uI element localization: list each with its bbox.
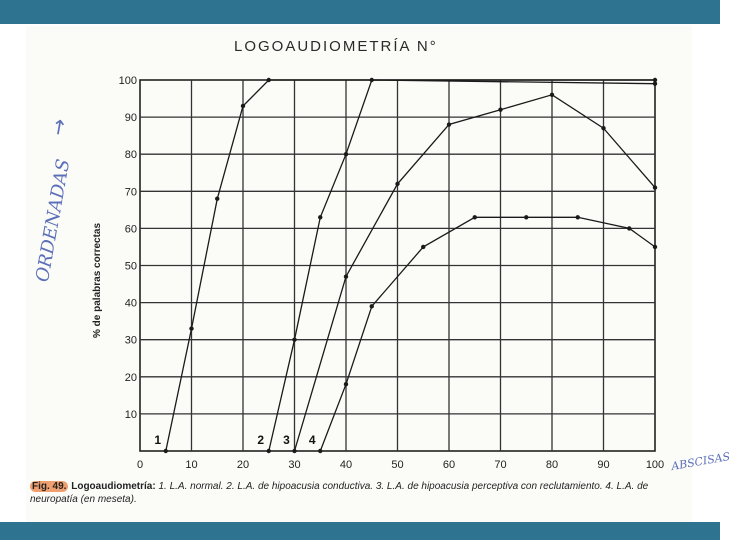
series-2-point — [267, 449, 271, 453]
series-4-point — [473, 215, 477, 219]
y-tick-label: 40 — [124, 297, 137, 310]
series-4-point — [524, 215, 528, 219]
series-2-point — [318, 215, 322, 219]
series-number-label: 1 — [154, 433, 162, 447]
handwritten-abscisas-note: ABSCISAS — [670, 449, 731, 474]
y-axis-label: % de palabras correctas — [92, 222, 103, 338]
x-tick-label: 80 — [545, 459, 559, 471]
series-4-point — [370, 304, 374, 308]
series-1-point — [267, 78, 271, 82]
x-tick-label: 70 — [494, 459, 507, 471]
y-tick-label: 10 — [124, 408, 137, 421]
series-4-point — [627, 226, 631, 230]
figure-number: Fig. 49. — [32, 481, 67, 492]
series-2-point — [653, 82, 657, 86]
y-tick-label: 90 — [124, 112, 137, 125]
chart-title: LOGOAUDIOMETRÍA N° — [234, 38, 438, 55]
series-3-point — [498, 107, 502, 111]
series-1-point — [241, 104, 245, 108]
series-1-point — [189, 326, 193, 330]
y-tick-label: 60 — [124, 223, 137, 236]
series-4-point — [344, 382, 348, 386]
series-3-point — [601, 126, 605, 130]
series-4-point — [653, 245, 657, 249]
series-2-point — [292, 338, 296, 342]
series-number-label: 4 — [308, 433, 316, 447]
series-3-point — [344, 274, 348, 278]
handwritten-arrow-icon: → — [45, 116, 72, 138]
x-tick-label: 90 — [597, 459, 610, 471]
series-4-point — [318, 449, 322, 453]
caption-title: Logoaudiometría: — [71, 481, 156, 492]
x-tick-label: 0 — [136, 459, 144, 471]
series-2-point — [344, 152, 348, 156]
y-tick-label: 100 — [118, 75, 137, 87]
x-tick-label: 100 — [645, 459, 665, 471]
series-3-point — [447, 122, 451, 126]
series-1-point — [164, 449, 168, 453]
series-3-point — [653, 185, 657, 189]
series-number-label: 3 — [283, 433, 290, 447]
x-tick-label: 60 — [442, 459, 456, 471]
x-tick-label: 10 — [185, 459, 198, 471]
series-4-point — [421, 245, 425, 249]
series-line-4 — [320, 217, 655, 451]
y-tick-label: 70 — [124, 186, 137, 199]
series-4-point — [576, 215, 580, 219]
y-tick-label: 50 — [124, 260, 137, 273]
series-2-point — [370, 78, 374, 82]
y-tick-label: 20 — [124, 371, 137, 384]
series-1-point — [215, 197, 219, 201]
caption-text: 1. L.A. normal. 2. L.A. de hipoacusia conductiva. 3. L.A. de hipoacusia perceptiva con reclutamiento. 4. L.A. de neuropatía (en meseta). — [30, 481, 649, 505]
handwritten-ordenadas-note: ORDENADAS — [32, 157, 75, 284]
series-number-label: 2 — [257, 433, 265, 447]
bottom-blue-band — [0, 522, 720, 540]
y-tick-label: 30 — [124, 334, 137, 347]
x-tick-label: 30 — [288, 459, 301, 471]
x-tick-label: 50 — [391, 459, 404, 471]
series-3-point — [550, 93, 554, 97]
series-3-point — [395, 182, 399, 186]
x-tick-label: 20 — [236, 459, 250, 471]
x-tick-label: 40 — [339, 459, 353, 471]
y-tick-label: 80 — [124, 149, 137, 162]
series-3-point — [292, 449, 296, 453]
figure-caption — [30, 480, 680, 506]
